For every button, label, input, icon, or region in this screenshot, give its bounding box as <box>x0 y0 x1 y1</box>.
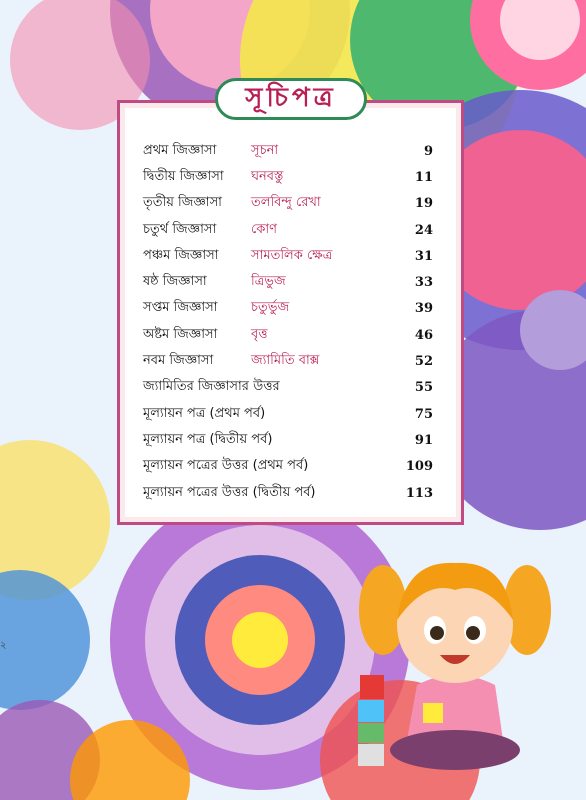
toc-section-label: জ্যামিতির জিজ্ঞাসার উত্তর <box>143 379 280 395</box>
toc-page: 52 <box>414 354 433 370</box>
toc-page: 33 <box>414 275 433 291</box>
toc-page: 109 <box>405 459 433 475</box>
toc-row[interactable] <box>143 375 433 401</box>
toc-row[interactable] <box>143 322 433 348</box>
block-gray <box>358 744 384 766</box>
toc-row[interactable] <box>143 191 433 217</box>
block-yellow <box>423 703 443 723</box>
toc-section-label: মূল্যায়ন পত্র (প্রথম পর্ব) <box>143 405 266 421</box>
toc-chapter: ষষ্ঠ জিজ্ঞাসা <box>143 274 207 290</box>
toc-page: 31 <box>414 248 433 264</box>
toc-page: 75 <box>414 406 433 422</box>
toc-topic: জ্যামিতি বাক্স <box>251 353 320 369</box>
toc-chapter: প্রথম জিজ্ঞাসা <box>143 142 217 158</box>
girl-with-blocks-illustration <box>355 535 555 775</box>
block-blue <box>358 700 384 722</box>
toc-chapter: চতুর্থ জিজ্ঞাসা <box>143 221 217 237</box>
toc-row[interactable] <box>143 269 433 295</box>
block-red <box>360 675 384 699</box>
toc-chapter: অষ্টম জিজ্ঞাসা <box>143 326 218 342</box>
toc-topic: ঘনবস্তু <box>251 168 284 184</box>
girl-legs <box>390 730 520 770</box>
toc-row[interactable] <box>143 427 433 453</box>
block-green <box>358 723 384 743</box>
toc-row[interactable] <box>143 243 433 269</box>
toc-page: 11 <box>414 169 433 185</box>
toc-section-label: মূল্যায়ন পত্র (দ্বিতীয় পর্ব) <box>143 431 273 447</box>
toc-row[interactable] <box>143 164 433 190</box>
toc-chapter: নবম জিজ্ঞাসা <box>143 353 214 369</box>
table-of-contents <box>143 138 433 506</box>
toc-chapter: সপ্তম জিজ্ঞাসা <box>143 300 218 316</box>
toc-section-label: মূল্যায়ন পত্রের উত্তর (প্রথম পর্ব) <box>143 458 309 474</box>
toc-row[interactable] <box>143 454 433 480</box>
toc-topic: তলবিন্দু রেখা <box>251 195 321 211</box>
toc-page: 113 <box>405 485 433 501</box>
toc-topic: সূচনা <box>251 142 279 158</box>
left-page-number: ২ <box>0 640 7 651</box>
toc-chapter: দ্বিতীয় জিজ্ঞাসা <box>143 168 224 184</box>
toc-row[interactable] <box>143 296 433 322</box>
toc-topic: বৃত্ত <box>251 326 268 342</box>
toc-page: 9 <box>423 143 433 159</box>
toc-row[interactable] <box>143 138 433 164</box>
toc-row[interactable] <box>143 401 433 427</box>
toc-chapter: তৃতীয় জিজ্ঞাসা <box>143 195 222 211</box>
toc-page: 19 <box>414 196 433 212</box>
page-title-text: সূচিপত্র <box>245 83 337 113</box>
toc-page: 24 <box>414 222 433 238</box>
toc-page: 91 <box>414 432 433 448</box>
toc-topic: ত্রিভুজ <box>251 274 286 290</box>
toc-page: 46 <box>414 327 433 343</box>
toc-page: 55 <box>414 380 433 396</box>
toc-chapter: পঞ্চম জিজ্ঞাসা <box>143 247 219 263</box>
toc-topic: সামতলিক ক্ষেত্র <box>251 247 333 263</box>
toc-page: 39 <box>414 301 433 317</box>
toc-section-label: মূল্যায়ন পত্রের উত্তর (দ্বিতীয় পর্ব) <box>143 484 316 500</box>
page-title <box>215 78 367 120</box>
toc-topic: কোণ <box>251 221 277 237</box>
toc-row[interactable] <box>143 217 433 243</box>
toc-row[interactable] <box>143 480 433 506</box>
toc-topic: চতুর্ভুজ <box>251 300 290 316</box>
toc-row[interactable] <box>143 348 433 374</box>
